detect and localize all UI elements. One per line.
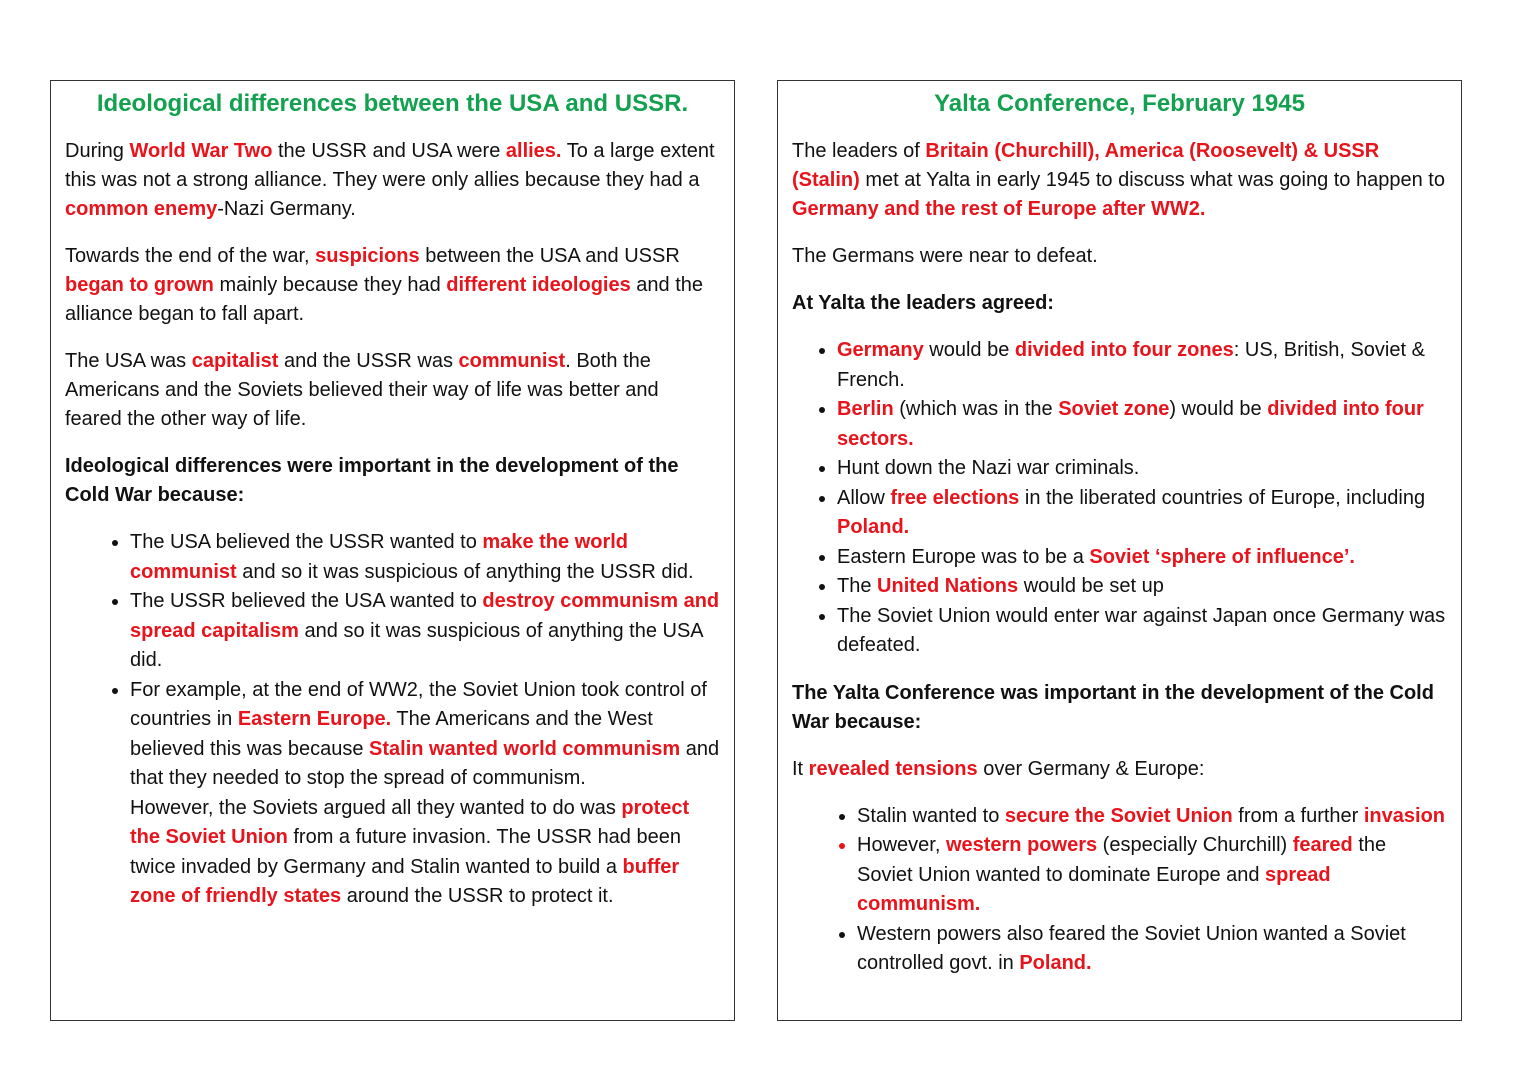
text: and so it was suspicious of anything the USSR did. (236, 560, 694, 583)
list-item (837, 454, 1447, 484)
paragraph (792, 679, 1447, 737)
text: and the USSR was (278, 350, 459, 372)
list-item (837, 572, 1447, 602)
highlighted-text: Soviet ‘sphere of influence’. (1089, 545, 1355, 568)
highlighted-text: communist (458, 350, 566, 372)
text: For example, at the end of WW2, the Soviet Union took control of countries in (130, 678, 707, 730)
highlighted-text: spread communism. (857, 863, 1331, 915)
list-item (130, 528, 720, 587)
text: The USSR believed the USA wanted to (130, 590, 483, 612)
text: However, the Soviets argued all they wanted to do was (130, 796, 622, 819)
highlighted-text: common enemy (65, 198, 218, 220)
text: : US, British, Soviet & French. (837, 339, 1425, 391)
highlighted-text: Eastern Europe. (237, 708, 392, 730)
highlighted-text: free elections (890, 486, 1020, 509)
highlighted-text: allies. (505, 140, 562, 162)
paragraph (792, 137, 1447, 224)
highlighted-text: divided into four sectors. (837, 398, 1424, 450)
text: To a large extent this was not a strong alliance. They were only allies because they had a (65, 140, 715, 191)
text: Eastern Europe was to be a (837, 545, 1090, 568)
list-item (130, 676, 720, 912)
text: mainly because they had (213, 274, 447, 296)
highlighted-text: Soviet zone (1058, 398, 1170, 420)
text: Stalin wanted to (857, 804, 1005, 827)
bold-text: Ideological differences were important in the development of the Cold War because: (65, 455, 679, 506)
text: the USSR and USA were (272, 140, 506, 162)
text: over Germany & Europe: (977, 757, 1205, 780)
list-item (130, 587, 720, 676)
text: would be set up (1018, 575, 1164, 597)
highlighted-text: began to grown (65, 274, 214, 296)
list-item (837, 484, 1447, 543)
highlighted-text: capitalist (191, 350, 279, 372)
text: However, (857, 834, 946, 856)
text: and so it was suspicious of anything the USA did. (130, 619, 703, 671)
list-item (837, 543, 1447, 573)
text: Hunt down the Nazi war criminals. (837, 457, 1140, 479)
text: During (65, 140, 130, 162)
paragraph (65, 137, 720, 224)
paragraph (792, 755, 1447, 784)
bullet-list (65, 528, 720, 912)
text: met at Yalta in early 1945 to discuss what was going to happen to (859, 169, 1445, 191)
text: would be (923, 339, 1015, 361)
list-item (837, 395, 1447, 454)
text: Allow (837, 486, 891, 509)
highlighted-text: western powers (945, 834, 1098, 856)
text: The (837, 575, 878, 597)
highlighted-text: make the world communist (130, 531, 629, 583)
highlighted-text: Stalin wanted world communism (369, 737, 681, 760)
highlighted-text: different ideologies (446, 274, 631, 296)
panel-title: Yalta Conference, February 1945 (934, 90, 1305, 117)
text: Western powers also feared the Soviet Union wanted a Soviet controlled govt. in (857, 922, 1406, 974)
panel-title: Ideological differences between the USA and USSR. (96, 90, 689, 117)
text: The Americans and the West believed this was because (130, 708, 653, 760)
text: the Soviet Union wanted to dominate Europe and (857, 834, 1387, 886)
highlighted-text: Germany (837, 339, 924, 361)
list-item (837, 602, 1447, 661)
text: from a future invasion. The USSR had been twice invaded by Germany and Stalin wanted to build a (130, 826, 681, 878)
bullet-list (792, 336, 1447, 661)
panel-content (792, 137, 1447, 979)
paragraph (65, 347, 720, 434)
highlighted-text: World War Two (129, 140, 273, 162)
text: The leaders of (792, 140, 926, 162)
highlighted-text: buffer zone of friendly states (130, 855, 680, 907)
list-item (857, 831, 1447, 920)
highlighted-text: protect the Soviet Union (130, 796, 690, 848)
text: The USA believed the USSR wanted to (130, 531, 483, 553)
paragraph (792, 289, 1447, 318)
text: The USA was (65, 350, 192, 372)
highlighted-text: revealed tensions (808, 757, 978, 780)
highlighted-text: feared (1292, 834, 1353, 856)
highlighted-text: Poland. (1019, 952, 1092, 974)
list-item (837, 336, 1447, 395)
text: around the USSR to protect it. (341, 885, 614, 907)
text: The Soviet Union would enter war against Japan once Germany was defeated. (837, 604, 1446, 656)
list-item (857, 920, 1447, 979)
highlighted-text: invasion (1363, 804, 1446, 827)
yalta-conference-panel (777, 80, 1462, 1021)
highlighted-text: destroy communism and spread capitalism (130, 590, 720, 642)
highlighted-text: United Nations (877, 575, 1019, 597)
text: -Nazi Germany. (217, 198, 356, 220)
text: Towards the end of the war, (65, 245, 316, 267)
bold-text: At Yalta the leaders agreed: (792, 292, 1054, 314)
text: . Both the Americans and the Soviets believed their way of life was better and feared the other way of life. (65, 350, 659, 430)
highlighted-text: secure the Soviet Union (1004, 804, 1233, 827)
paragraph (792, 242, 1447, 271)
text: in the liberated countries of Europe, including (1019, 486, 1426, 509)
list-item (857, 802, 1447, 832)
highlighted-text: Britain (Churchill), America (Roosevelt) & USSR (Stalin) (792, 140, 1380, 191)
text: and the alliance began to fall apart. (65, 274, 704, 325)
highlighted-text: Germany and the rest of Europe after WW2. (792, 198, 1206, 220)
highlighted-text: Berlin (837, 398, 894, 420)
panel-content (65, 137, 720, 912)
text: The Germans were near to defeat. (792, 245, 1098, 267)
text: (especially Churchill) (1097, 834, 1293, 856)
text: and that they needed to stop the spread of communism. (130, 737, 720, 789)
text: It (792, 757, 809, 780)
paragraph (65, 452, 720, 510)
text: ) would be (1169, 398, 1268, 420)
text: from a further (1232, 804, 1364, 827)
text: (which was in the (893, 398, 1059, 420)
text: between the USA and USSR (419, 245, 680, 267)
bold-text: The Yalta Conference was important in the development of the Cold War because: (792, 681, 1434, 733)
bullet-list (792, 802, 1447, 979)
highlighted-text: Poland. (837, 516, 910, 538)
highlighted-text: divided into four zones (1014, 339, 1234, 361)
ideological-differences-panel (50, 80, 735, 1021)
paragraph (65, 242, 720, 329)
highlighted-text: suspicions (315, 245, 420, 267)
